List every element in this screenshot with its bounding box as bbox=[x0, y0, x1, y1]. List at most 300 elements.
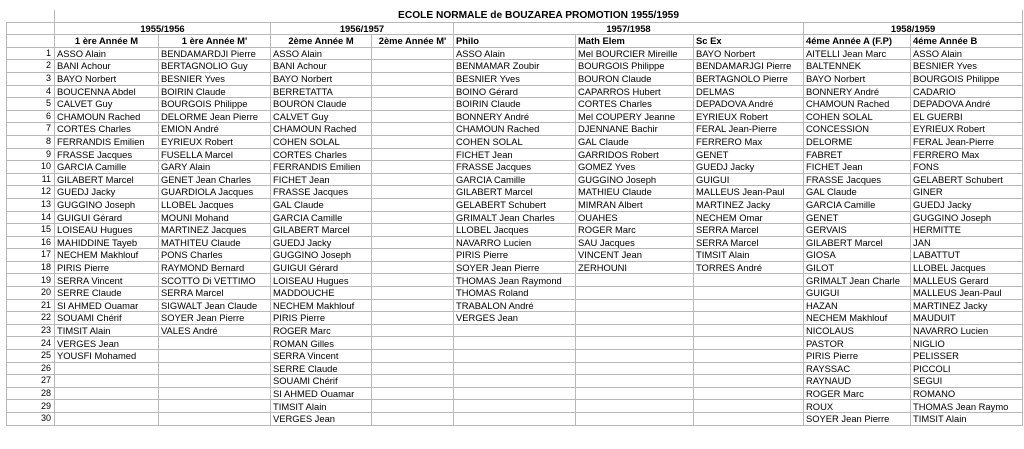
spreadsheet bbox=[2, 0, 1022, 449]
table-cell: GARCIA Camille bbox=[271, 211, 372, 224]
table-cell: ASSO Alain bbox=[454, 47, 576, 60]
table-cell: RAYNAUD bbox=[804, 375, 911, 388]
table-cell bbox=[372, 161, 454, 174]
row-number: 27 bbox=[7, 375, 55, 388]
table-cell: CAPARROS Hubert bbox=[576, 85, 694, 98]
table-cell: SOYER Jean Pierre bbox=[454, 261, 576, 274]
table-cell: FERRANDIS Emilien bbox=[271, 161, 372, 174]
table-cell: BOURGOIS Philippe bbox=[159, 98, 271, 111]
table-cell bbox=[372, 60, 454, 73]
table-cell bbox=[694, 337, 804, 350]
table-cell: BAYO Norbert bbox=[694, 47, 804, 60]
table-row bbox=[7, 85, 1023, 98]
year-1958: 1958/1959 bbox=[804, 22, 1023, 35]
table-row bbox=[7, 173, 1023, 186]
table-row bbox=[7, 60, 1023, 73]
table-cell bbox=[372, 98, 454, 111]
year-1957: 1957/1958 bbox=[454, 22, 804, 35]
table-cell bbox=[694, 387, 804, 400]
table-cell: GILABERT Marcel bbox=[454, 186, 576, 199]
table-cell: GINER bbox=[911, 186, 1023, 199]
table-cell: GILABERT Marcel bbox=[804, 236, 911, 249]
table-cell bbox=[576, 400, 694, 413]
row-number: 22 bbox=[7, 312, 55, 325]
table-cell: FONS bbox=[911, 161, 1023, 174]
table-cell: BERRETATTA bbox=[271, 85, 372, 98]
table-cell: MOUNI Mohand bbox=[159, 211, 271, 224]
table-row bbox=[7, 350, 1023, 363]
table-cell: FRASSE Jacques bbox=[804, 173, 911, 186]
table-cell: MAUDUIT bbox=[911, 312, 1023, 325]
table-cell: BANI Achour bbox=[271, 60, 372, 73]
table-cell: BOURON Claude bbox=[271, 98, 372, 111]
table-cell: EL GUERBI bbox=[911, 110, 1023, 123]
table-cell: SEGUI bbox=[911, 375, 1023, 388]
row-number: 14 bbox=[7, 211, 55, 224]
table-cell bbox=[55, 413, 159, 426]
row-number: 6 bbox=[7, 110, 55, 123]
table-cell: CADARIO bbox=[911, 85, 1023, 98]
table-cell bbox=[372, 72, 454, 85]
table-cell: CALVET Guy bbox=[271, 110, 372, 123]
table-cell: OUAHES bbox=[576, 211, 694, 224]
table-cell: EYRIEUX Robert bbox=[694, 110, 804, 123]
row-number: 25 bbox=[7, 350, 55, 363]
table-cell: FERAL Jean-Pierre bbox=[694, 123, 804, 136]
table-cell bbox=[694, 324, 804, 337]
table-cell bbox=[372, 224, 454, 237]
table-cell bbox=[372, 198, 454, 211]
row-number: 24 bbox=[7, 337, 55, 350]
table-cell: MALLEUS Jean-Paul bbox=[694, 186, 804, 199]
row-number: 8 bbox=[7, 135, 55, 148]
table-cell: BERTAGNOLIO Guy bbox=[159, 60, 271, 73]
table-cell: FERRANDIS Emilien bbox=[55, 135, 159, 148]
column-header-row bbox=[7, 35, 1023, 48]
table-cell: SOYER Jean Pierre bbox=[804, 413, 911, 426]
table-cell: BONNERY André bbox=[454, 110, 576, 123]
table-cell: SERRE Claude bbox=[55, 287, 159, 300]
table-cell: BOURON Claude bbox=[576, 72, 694, 85]
table-cell bbox=[372, 337, 454, 350]
table-cell: PONS Charles bbox=[159, 249, 271, 262]
table-cell: GARCIA Camille bbox=[804, 198, 911, 211]
table-cell bbox=[454, 324, 576, 337]
table-cell: BENDAMARJGI Pierre bbox=[694, 60, 804, 73]
table-cell bbox=[159, 337, 271, 350]
table-cell: EMION André bbox=[159, 123, 271, 136]
table-cell: LABATTUT bbox=[911, 249, 1023, 262]
table-cell: VINCENT Jean bbox=[576, 249, 694, 262]
table-cell: GRIMALT Jean Charle bbox=[804, 274, 911, 287]
table-cell: GUIGUI bbox=[694, 173, 804, 186]
table-cell: SOYER Jean Pierre bbox=[159, 312, 271, 325]
table-cell: MALLEUS Gerard bbox=[911, 274, 1023, 287]
table-row bbox=[7, 324, 1023, 337]
table-cell bbox=[372, 362, 454, 375]
table-cell: GILABERT Marcel bbox=[55, 173, 159, 186]
table-cell: GENET bbox=[804, 211, 911, 224]
table-cell: MATHITEU Claude bbox=[159, 236, 271, 249]
table-cell: SOUAMI Chérif bbox=[271, 375, 372, 388]
table-cell bbox=[372, 173, 454, 186]
table-cell: BOUCENNA Abdel bbox=[55, 85, 159, 98]
table-cell: CONCESSION bbox=[804, 123, 911, 136]
table-cell: SOUAMI Chérif bbox=[55, 312, 159, 325]
table-cell: GUGGINO Joseph bbox=[911, 211, 1023, 224]
row-number: 13 bbox=[7, 198, 55, 211]
table-cell bbox=[694, 287, 804, 300]
table-cell: FUSELLA Marcel bbox=[159, 148, 271, 161]
table-row bbox=[7, 413, 1023, 426]
table-row bbox=[7, 299, 1023, 312]
table-cell bbox=[159, 350, 271, 363]
table-cell: THOMAS Roland bbox=[454, 287, 576, 300]
row-number: 15 bbox=[7, 224, 55, 237]
row-number: 2 bbox=[7, 60, 55, 73]
row-number: 18 bbox=[7, 261, 55, 274]
table-cell bbox=[454, 362, 576, 375]
table-cell: Mel COUPERY Jeanne bbox=[576, 110, 694, 123]
table-cell: CORTES Charles bbox=[55, 123, 159, 136]
table-cell: EYRIEUX Robert bbox=[911, 123, 1023, 136]
table-row bbox=[7, 236, 1023, 249]
table-cell bbox=[159, 413, 271, 426]
table-cell: COHEN SOLAL bbox=[271, 135, 372, 148]
column-header: Philo bbox=[454, 35, 576, 48]
table-row bbox=[7, 249, 1023, 262]
table-cell: ROMAN Gilles bbox=[271, 337, 372, 350]
table-cell bbox=[694, 299, 804, 312]
table-cell: BERTAGNOLO Pierre bbox=[694, 72, 804, 85]
table-cell bbox=[694, 312, 804, 325]
row-number: 28 bbox=[7, 387, 55, 400]
table-cell bbox=[454, 413, 576, 426]
row-number: 16 bbox=[7, 236, 55, 249]
table-cell bbox=[55, 387, 159, 400]
table-cell: HAZAN bbox=[804, 299, 911, 312]
table-cell: BANI Achour bbox=[55, 60, 159, 73]
table-cell: FICHET Jean bbox=[804, 161, 911, 174]
table-row bbox=[7, 47, 1023, 60]
table-cell: BAYO Norbert bbox=[804, 72, 911, 85]
table-cell: BAYO Norbert bbox=[271, 72, 372, 85]
table-row bbox=[7, 123, 1023, 136]
table-cell bbox=[372, 350, 454, 363]
table-cell: SERRA Marcel bbox=[694, 236, 804, 249]
table-cell: TRABALON André bbox=[454, 299, 576, 312]
table-cell: GILOT bbox=[804, 261, 911, 274]
column-header: 2ème Année M' bbox=[372, 35, 454, 48]
promotion-table bbox=[6, 10, 1023, 426]
table-cell: CALVET Guy bbox=[55, 98, 159, 111]
table-row bbox=[7, 98, 1023, 111]
table-cell: JAN bbox=[911, 236, 1023, 249]
table-cell: FRASSE Jacques bbox=[55, 148, 159, 161]
table-cell: GOMEZ Yves bbox=[576, 161, 694, 174]
table-cell: SAU Jacques bbox=[576, 236, 694, 249]
row-number: 7 bbox=[7, 123, 55, 136]
table-cell: BENDAMARDJI Pierre bbox=[159, 47, 271, 60]
table-cell: GARRIDOS Robert bbox=[576, 148, 694, 161]
table-cell: MARTINEZ Jacques bbox=[159, 224, 271, 237]
table-cell: PICCOLI bbox=[911, 362, 1023, 375]
table-cell: LLOBEL Jacques bbox=[159, 198, 271, 211]
table-cell: BESNIER Yves bbox=[454, 72, 576, 85]
table-cell bbox=[372, 47, 454, 60]
table-cell: VERGES Jean bbox=[454, 312, 576, 325]
table-cell bbox=[55, 375, 159, 388]
column-header: 4éme Année A (F.P) bbox=[804, 35, 911, 48]
table-cell bbox=[454, 400, 576, 413]
table-cell: SERRA Vincent bbox=[271, 350, 372, 363]
row-number: 12 bbox=[7, 186, 55, 199]
table-cell: VALES André bbox=[159, 324, 271, 337]
table-row bbox=[7, 161, 1023, 174]
table-cell: PASTOR bbox=[804, 337, 911, 350]
table-row bbox=[7, 312, 1023, 325]
table-cell: BAYO Norbert bbox=[55, 72, 159, 85]
table-cell bbox=[372, 110, 454, 123]
table-cell: NICOLAUS bbox=[804, 324, 911, 337]
table-cell: BOIRIN Claude bbox=[159, 85, 271, 98]
table-cell bbox=[372, 413, 454, 426]
title-row bbox=[7, 10, 1023, 22]
table-cell: SCOTTO Di VETTIMO bbox=[159, 274, 271, 287]
table-cell bbox=[694, 400, 804, 413]
table-cell: YOUSFI Mohamed bbox=[55, 350, 159, 363]
year-1955: 1955/1956 bbox=[55, 22, 271, 35]
table-cell bbox=[55, 362, 159, 375]
table-cell bbox=[372, 148, 454, 161]
row-number: 21 bbox=[7, 299, 55, 312]
table-cell: NECHEM Makhlouf bbox=[804, 312, 911, 325]
page-title: ECOLE NORMALE de BOUZAREA PROMOTION 1955/1959 bbox=[55, 10, 1023, 22]
table-cell: PIRIS Pierre bbox=[55, 261, 159, 274]
table-cell bbox=[159, 387, 271, 400]
table-cell bbox=[372, 135, 454, 148]
table-cell bbox=[372, 249, 454, 262]
table-cell: GUEDJ Jacky bbox=[271, 236, 372, 249]
table-cell: COHEN SOLAL bbox=[804, 110, 911, 123]
table-cell: GUGGINO Joseph bbox=[55, 198, 159, 211]
table-cell bbox=[372, 274, 454, 287]
table-row bbox=[7, 186, 1023, 199]
table-cell: AITELLI Jean Marc bbox=[804, 47, 911, 60]
table-cell: GUGGINO Joseph bbox=[576, 173, 694, 186]
table-row bbox=[7, 400, 1023, 413]
table-cell: LOISEAU Hugues bbox=[271, 274, 372, 287]
table-row bbox=[7, 375, 1023, 388]
table-cell: LLOBEL Jacques bbox=[454, 224, 576, 237]
table-cell: Mel BOURCIER Mireille bbox=[576, 47, 694, 60]
table-cell: BOIRIN Claude bbox=[454, 98, 576, 111]
row-number: 29 bbox=[7, 400, 55, 413]
table-cell: SERRA Vincent bbox=[55, 274, 159, 287]
table-cell: DEPADOVA André bbox=[911, 98, 1023, 111]
table-cell bbox=[372, 299, 454, 312]
table-cell bbox=[372, 236, 454, 249]
table-row bbox=[7, 135, 1023, 148]
table-cell: MIMRAN Albert bbox=[576, 198, 694, 211]
table-cell: ASSO Alain bbox=[271, 47, 372, 60]
table-cell bbox=[576, 387, 694, 400]
table-cell bbox=[159, 375, 271, 388]
table-cell: ZERHOUNI bbox=[576, 261, 694, 274]
table-cell: GENET bbox=[694, 148, 804, 161]
table-cell: GERVAIS bbox=[804, 224, 911, 237]
table-cell: GAL Claude bbox=[271, 198, 372, 211]
table-cell bbox=[694, 413, 804, 426]
table-cell bbox=[576, 312, 694, 325]
table-cell: ROGER Marc bbox=[576, 224, 694, 237]
table-cell: PIRIS Pierre bbox=[804, 350, 911, 363]
table-cell bbox=[576, 324, 694, 337]
table-row bbox=[7, 261, 1023, 274]
table-cell: FABRET bbox=[804, 148, 911, 161]
table-row bbox=[7, 224, 1023, 237]
table-cell bbox=[454, 350, 576, 363]
table-cell bbox=[372, 400, 454, 413]
table-cell: BESNIER Yves bbox=[911, 60, 1023, 73]
table-cell: TIMSIT Alain bbox=[694, 249, 804, 262]
table-cell: BALTENNEK bbox=[804, 60, 911, 73]
table-row bbox=[7, 110, 1023, 123]
table-cell bbox=[159, 400, 271, 413]
table-cell: CHAMOUN Rached bbox=[55, 110, 159, 123]
row-number: 5 bbox=[7, 98, 55, 111]
year-row bbox=[7, 22, 1023, 35]
table-cell bbox=[576, 274, 694, 287]
table-cell bbox=[694, 350, 804, 363]
table-cell bbox=[576, 287, 694, 300]
table-cell: BESNIER Yves bbox=[159, 72, 271, 85]
table-cell: DJENNANE Bachir bbox=[576, 123, 694, 136]
table-cell bbox=[694, 274, 804, 287]
table-cell: RAYSSAC bbox=[804, 362, 911, 375]
table-row bbox=[7, 274, 1023, 287]
table-cell bbox=[372, 387, 454, 400]
table-cell: NECHEM Omar bbox=[694, 211, 804, 224]
table-cell: TORRES André bbox=[694, 261, 804, 274]
table-cell: CORTES Charles bbox=[271, 148, 372, 161]
table-cell: CORTES Charles bbox=[576, 98, 694, 111]
table-cell: DELMAS bbox=[694, 85, 804, 98]
table-cell: BOINO Gérard bbox=[454, 85, 576, 98]
table-cell: FICHET Jean bbox=[271, 173, 372, 186]
table-cell: GUEDJ Jacky bbox=[55, 186, 159, 199]
table-cell: FERRERO Max bbox=[911, 148, 1023, 161]
table-cell: PELISSER bbox=[911, 350, 1023, 363]
table-cell: GUIGUI Gérard bbox=[271, 261, 372, 274]
row-number: 23 bbox=[7, 324, 55, 337]
table-cell: MARTINEZ Jacky bbox=[694, 198, 804, 211]
table-cell: ASSO Alain bbox=[55, 47, 159, 60]
table-cell: GUIGUI bbox=[804, 287, 911, 300]
table-cell: TIMSIT Alain bbox=[911, 413, 1023, 426]
table-cell: GARY Alain bbox=[159, 161, 271, 174]
column-header: Sc Ex bbox=[694, 35, 804, 48]
row-number: 26 bbox=[7, 362, 55, 375]
row-number: 1 bbox=[7, 47, 55, 60]
table-cell bbox=[372, 261, 454, 274]
table-cell: MAHIDDINE Tayeb bbox=[55, 236, 159, 249]
table-cell: NAVARRO Lucien bbox=[454, 236, 576, 249]
table-cell: BONNERY André bbox=[804, 85, 911, 98]
table-cell: SI AHMED Ouamar bbox=[55, 299, 159, 312]
table-row bbox=[7, 362, 1023, 375]
table-cell: SI AHMED Ouamar bbox=[271, 387, 372, 400]
table-cell bbox=[372, 123, 454, 136]
table-cell: SIGWALT Jean Claude bbox=[159, 299, 271, 312]
year-1956: 1956/1957 bbox=[271, 22, 454, 35]
row-number: 9 bbox=[7, 148, 55, 161]
table-cell: BOURGOIS Philippe bbox=[576, 60, 694, 73]
table-cell: NECHEM Makhlouf bbox=[271, 299, 372, 312]
table-cell: MALLEUS Jean-Paul bbox=[911, 287, 1023, 300]
table-cell: ASSO Alain bbox=[911, 47, 1023, 60]
table-cell: FICHET Jean bbox=[454, 148, 576, 161]
table-cell bbox=[576, 350, 694, 363]
table-row bbox=[7, 148, 1023, 161]
table-cell: GUARDIOLA Jacques bbox=[159, 186, 271, 199]
table-cell: FRASSE Jacques bbox=[454, 161, 576, 174]
table-cell: GAL Claude bbox=[804, 186, 911, 199]
table-cell: TIMSIT Alain bbox=[55, 324, 159, 337]
table-cell: GELABERT Schubert bbox=[454, 198, 576, 211]
table-cell: GUEDJ Jacky bbox=[694, 161, 804, 174]
table-cell: LOISEAU Hugues bbox=[55, 224, 159, 237]
column-header: 4éme Année B bbox=[911, 35, 1023, 48]
table-cell bbox=[372, 324, 454, 337]
table-cell: VERGES Jean bbox=[55, 337, 159, 350]
table-cell bbox=[372, 186, 454, 199]
table-cell: HERMITTE bbox=[911, 224, 1023, 237]
table-row bbox=[7, 387, 1023, 400]
table-cell: TIMSIT Alain bbox=[271, 400, 372, 413]
table-cell: FRASSE Jacques bbox=[271, 186, 372, 199]
table-cell: ROGER Marc bbox=[804, 387, 911, 400]
table-cell: ROMANO bbox=[911, 387, 1023, 400]
table-cell: CHAMOUN Rached bbox=[454, 123, 576, 136]
table-cell: GARCIA Camille bbox=[55, 161, 159, 174]
table-cell: GUGGINO Joseph bbox=[271, 249, 372, 262]
table-cell: BOURGOIS Philippe bbox=[911, 72, 1023, 85]
table-cell bbox=[55, 400, 159, 413]
table-cell: MARTINEZ Jacky bbox=[911, 299, 1023, 312]
table-row bbox=[7, 72, 1023, 85]
table-cell bbox=[694, 375, 804, 388]
table-row bbox=[7, 287, 1023, 300]
table-cell: FERAL Jean-Pierre bbox=[911, 135, 1023, 148]
table-cell: GUIGUI Gérard bbox=[55, 211, 159, 224]
table-cell bbox=[372, 287, 454, 300]
table-row bbox=[7, 211, 1023, 224]
table-cell: MADDOUCHE bbox=[271, 287, 372, 300]
column-header: 1 ère Année M' bbox=[159, 35, 271, 48]
table-cell bbox=[576, 362, 694, 375]
table-cell: MATHIEU Claude bbox=[576, 186, 694, 199]
table-cell: GILABERT Marcel bbox=[271, 224, 372, 237]
table-cell: CHAMOUN Rached bbox=[271, 123, 372, 136]
table-cell: DELORME Jean Pierre bbox=[159, 110, 271, 123]
table-cell: ROUX bbox=[804, 400, 911, 413]
table-cell bbox=[576, 337, 694, 350]
table-cell bbox=[454, 375, 576, 388]
table-cell bbox=[372, 85, 454, 98]
table-cell: NIGLIO bbox=[911, 337, 1023, 350]
table-cell: GUEDJ Jacky bbox=[911, 198, 1023, 211]
